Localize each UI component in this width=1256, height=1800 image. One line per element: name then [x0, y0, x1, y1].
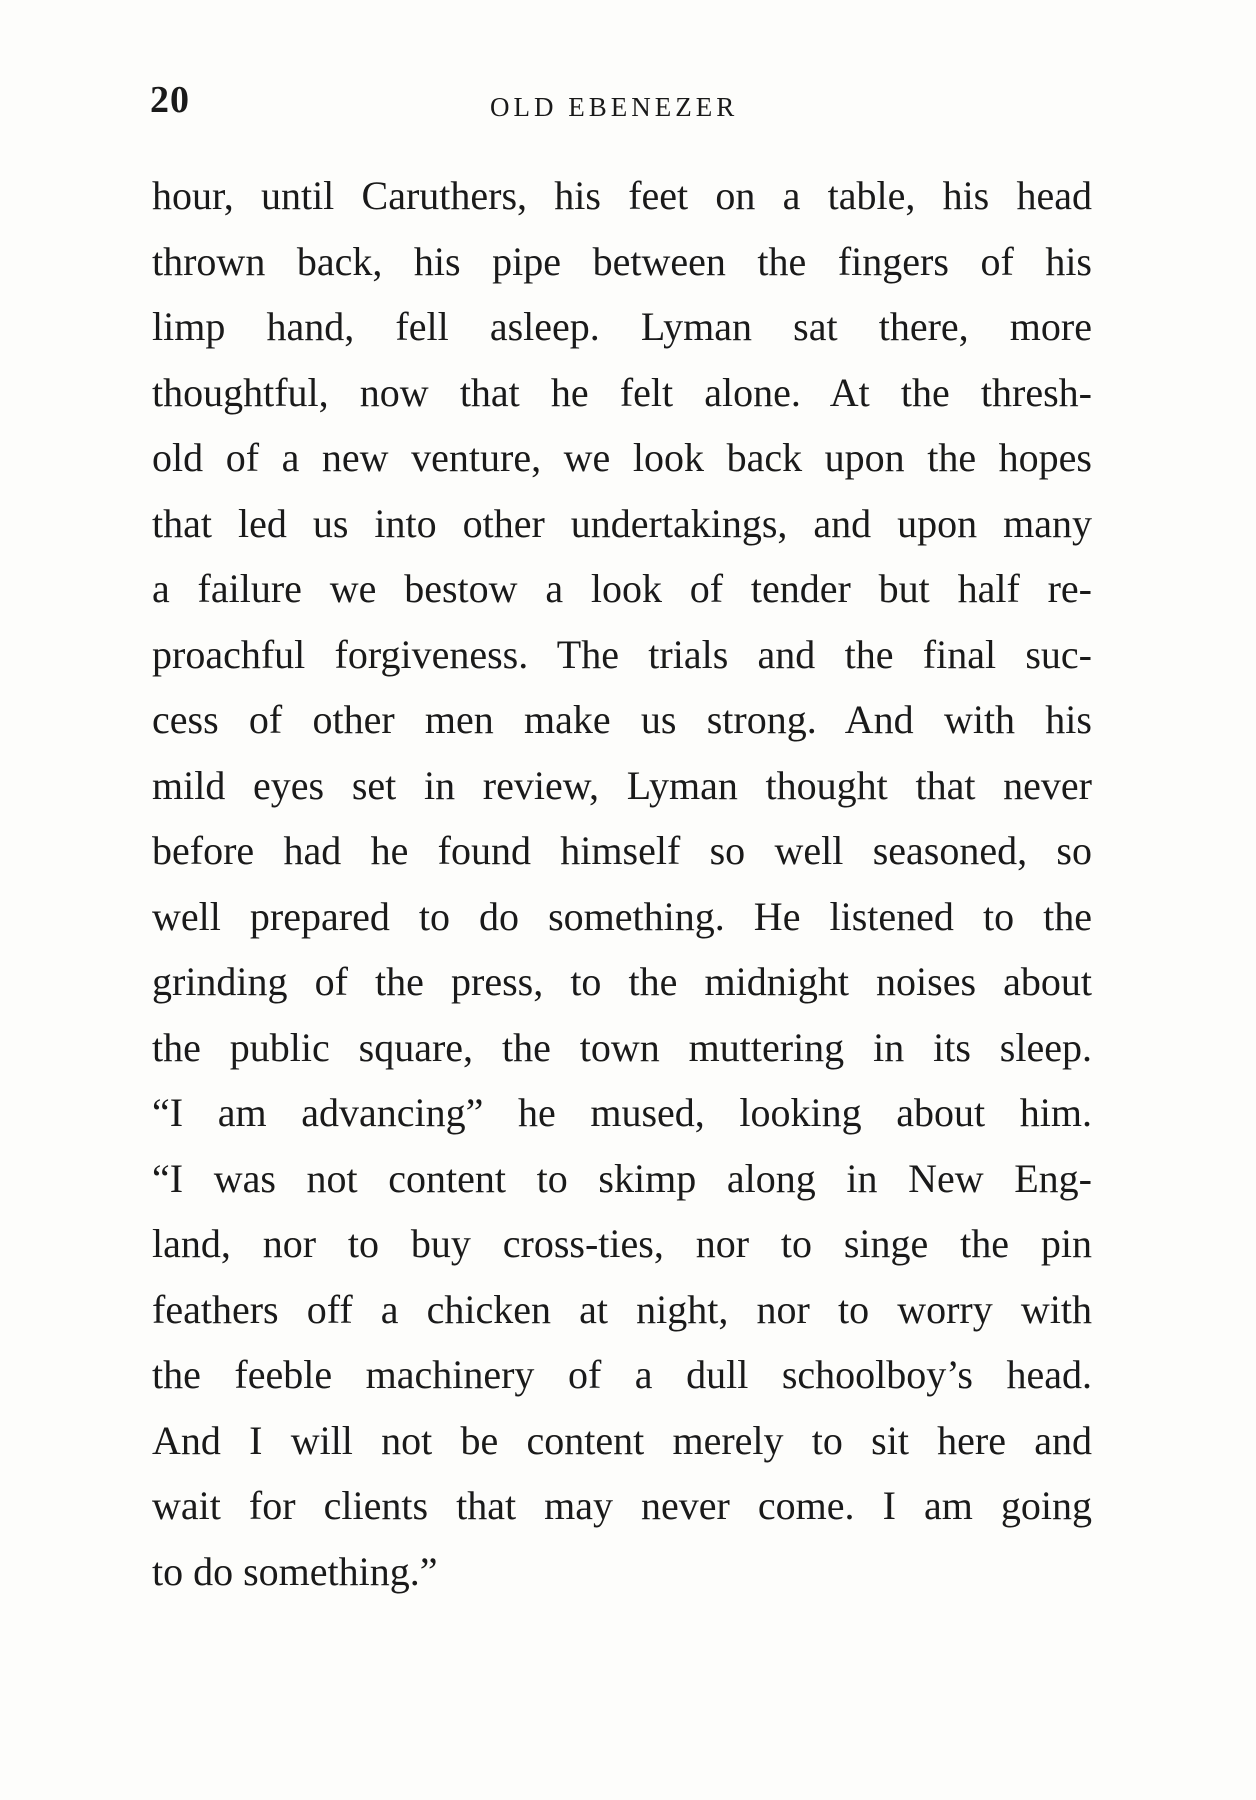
text-line: thrown back, his pipe between the fingers of his — [152, 238, 1092, 284]
text-line: “I was not content to skimp along in New Eng- — [152, 1155, 1092, 1201]
text-line: feathers off a chicken at night, nor to worry with — [152, 1286, 1092, 1332]
text-line: that led us into other undertakings, and upon many — [152, 500, 1092, 546]
text-line: And I will not be content merely to sit here and — [152, 1417, 1092, 1463]
text-line: well prepared to do something. He listened to the — [152, 893, 1092, 939]
body-text — [152, 163, 1092, 1604]
text-line-last: to do something.” — [152, 1548, 438, 1594]
text-line: wait for clients that may never come. I am going — [152, 1483, 1092, 1528]
text-line: “I am advancing” he mused, looking about him. — [152, 1090, 1092, 1135]
running-head — [150, 78, 1100, 128]
text-line: land, nor to buy cross-ties, nor to singe the pin — [152, 1221, 1092, 1266]
text-line: old of a new venture, we look back upon the hopes — [152, 435, 1092, 480]
text-line: mild eyes set in review, Lyman thought that never — [152, 762, 1092, 808]
text-line: limp hand, fell asleep. Lyman sat there, more — [152, 304, 1092, 349]
text-line: proachful forgiveness. The trials and the final suc- — [152, 631, 1092, 677]
text-line: a failure we bestow a look of tender but half re- — [152, 566, 1092, 611]
text-line: hour, until Caruthers, his feet on a table, his head — [152, 173, 1092, 218]
text-line: cess of other men make us strong. And with his — [152, 697, 1092, 742]
text-line: the public square, the town muttering in its sleep. — [152, 1024, 1092, 1070]
text-line: before had he found himself so well seasoned, so — [152, 828, 1092, 873]
text-line: the feeble machinery of a dull schoolboy’s head. — [152, 1352, 1092, 1397]
running-title: OLD EBENEZER — [490, 92, 739, 122]
text-line: thoughtful, now that he felt alone. At the thresh- — [152, 369, 1092, 415]
text-line: grinding of the press, to the midnight noises about — [152, 959, 1092, 1004]
page-number: 20 — [150, 79, 190, 121]
